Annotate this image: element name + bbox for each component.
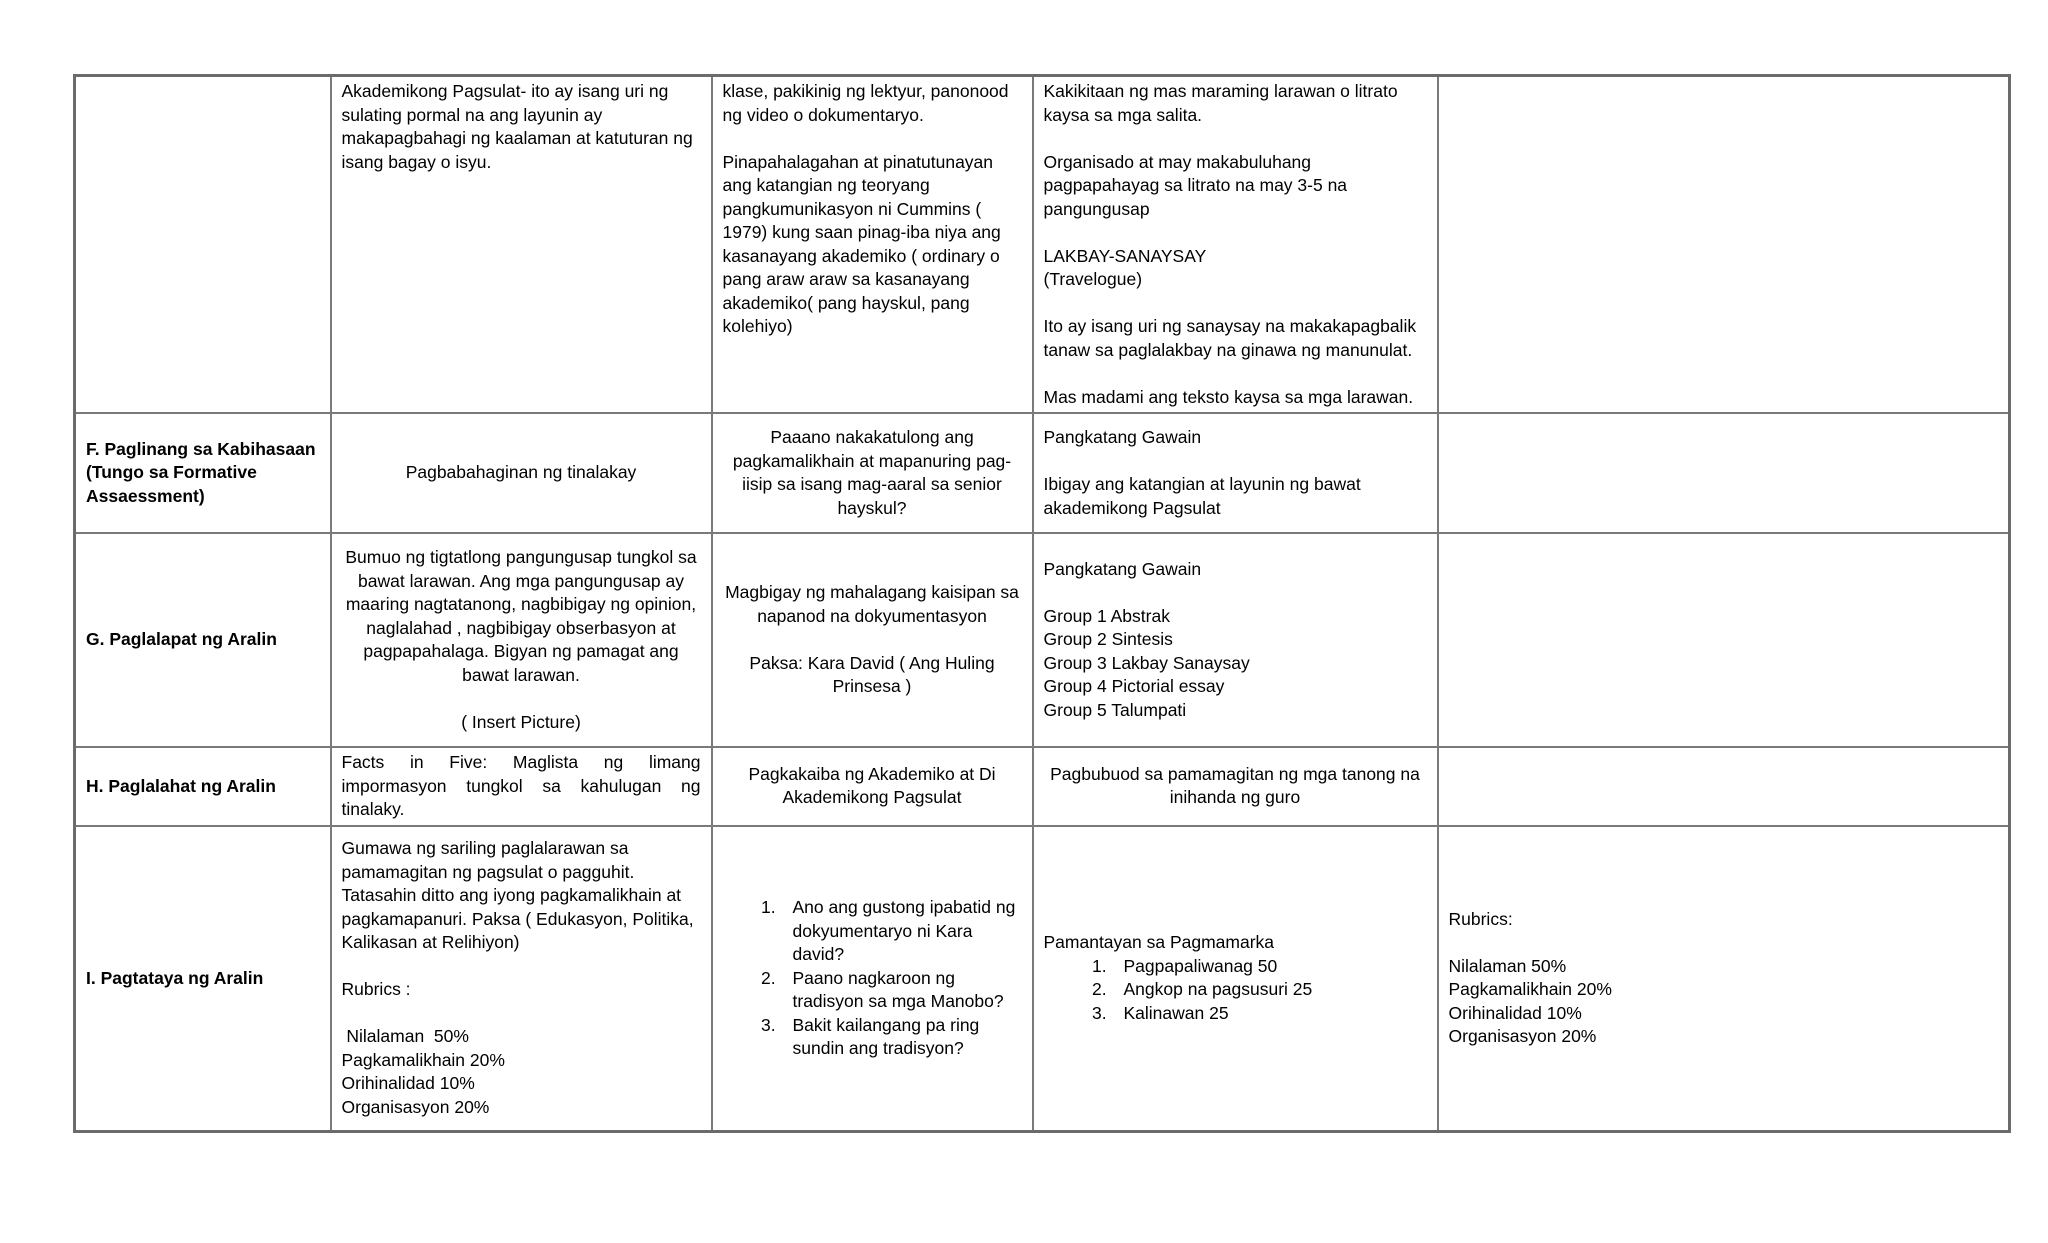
cell-paragraph: Ibigay ang katangian at layunin ng bawat akademikong Pagsulat — [1043, 474, 1361, 518]
cell: Paaano nakakatulong ang pagkamalikhain at mapanuring pag-iisip sa isang mag-aaral sa senior hayskul? — [712, 413, 1033, 533]
row-label-cell — [75, 76, 331, 414]
question-list — [723, 896, 1022, 1061]
cell-paragraph: Ito ay isang uri ng sanaysay na makakapagbalik tanaw sa paglalakbay na ginawa ng manunulat. — [1043, 316, 1417, 360]
cell-paragraph: Kakikitaan ng mas maraming larawan o litrato kaysa sa mga salita. — [1043, 81, 1398, 125]
table-row — [75, 413, 2010, 533]
cell — [712, 533, 1033, 747]
row-label-cell: F. Paglinang sa Kabihasaan (Tungo sa Formative Assaessment) — [75, 413, 331, 533]
cell-paragraph: Rubrics : — [341, 979, 411, 1000]
cell — [1438, 413, 2010, 533]
cell-paragraph: LAKBAY-SANAYSAY (Travelogue) — [1043, 245, 1207, 289]
cell-paragraph: Pangkatang Gawain — [1043, 558, 1202, 579]
cell: Pagbabahaginan ng tinalakay — [331, 413, 712, 533]
cell-paragraph: Akademikong Pagsulat- ito ay isang uri ng sulating pormal na ang layunin ay makapagbahagi ng kaalaman at katuturan ng isang bagay o isyu. — [341, 81, 693, 172]
cell — [1033, 533, 1438, 747]
list-item: 3. Kalinawan 25 — [1112, 1002, 1427, 1026]
cell-paragraph: Magbigay ng mahalagang kaisipan sa napanod na dokyumentasyon — [725, 582, 1019, 626]
cell-paragraph: Bumuo ng tigtatlong pangungusap tungkol sa bawat larawan. Ang mga pangungusap ay maaring nagtatanong, nagbibigay ng opinion, naglalahad , nagbibigay obserbasyon at pagpapahalaga. Bigyan ng pamagat ang bawat larawan. — [345, 547, 697, 685]
row-label-cell: G. Paglalapat ng Aralin — [75, 533, 331, 747]
cell-paragraph: klase, pakikinig ng lektyur, panonood ng video o dokumentaryo. — [722, 81, 1009, 125]
list-item: 2. Paano nagkaroon ng tradisyon sa mga Manobo? — [781, 967, 1022, 1014]
cell-paragraph: Mas madami ang teksto kaysa sa mga larawan. — [1043, 386, 1414, 407]
cell — [1033, 826, 1438, 1132]
cell — [712, 826, 1033, 1132]
cell — [1438, 747, 2010, 826]
cell-paragraph: Gumawa ng sariling paglalarawan sa pamamagitan ng pagsulat o pagguhit. Tatasahin ditto ang iyong pagkamalikhain at pagkamapanuri. Paksa ( Edukasyon, Politika, Kalikasan at Relihiyon) — [341, 838, 694, 953]
cell-paragraph: Pinapahalagahan at pinatutunayan ang katangian ng teoryang pangkumunikasyon ni Cummins ( 1979) kung saan pinag-iba niya ang kasanayang akademiko ( ordinary o pang araw araw sa kasanayang akademiko( pang hayskul, pang kolehiyo) — [722, 151, 1001, 336]
list-item: 1. Pagpapaliwanag 50 — [1112, 955, 1427, 979]
cell-paragraph: ( Insert Picture) — [461, 711, 581, 732]
cell: Facts in Five: Maglista ng limang impormasyon tungkol sa kahulugan ng tinalaky. — [331, 747, 712, 826]
cell-paragraph: Rubrics: — [1448, 908, 1513, 929]
cell — [1438, 826, 2010, 1132]
table-row — [75, 826, 2010, 1132]
list-item: 3. Bakit kailangang pa ring sundin ang tradisyon? — [781, 1014, 1022, 1061]
rubrics-list: Nilalaman 50% Pagkamalikhain 20% Orihinalidad 10% Organisasyon 20% — [341, 1026, 505, 1117]
cell-paragraph: Pamantayan sa Pagmamarka — [1043, 932, 1275, 953]
list-item: 1. Ano ang gustong ipabatid ng dokyumentaryo ni Kara david? — [781, 896, 1022, 967]
cell — [1438, 533, 2010, 747]
cell: Pagkakaiba ng Akademiko at Di Akademikong Pagsulat — [712, 747, 1033, 826]
cell: Pagbubuod sa pamamagitan ng mga tanong na inihanda ng guro — [1033, 747, 1438, 826]
rubrics-list: Nilalaman 50% Pagkamalikhain 20% Orihinalidad 10% Organisasyon 20% — [1448, 955, 1612, 1047]
cell — [331, 826, 712, 1132]
table-row — [75, 533, 2010, 747]
cell — [331, 533, 712, 747]
table-row — [75, 747, 2010, 826]
table-row — [75, 76, 2010, 414]
criteria-list — [1044, 955, 1427, 1026]
row-label-cell: I. Pagtataya ng Aralin — [75, 826, 331, 1132]
cell-paragraph: Paksa: Kara David ( Ang Huling Prinsesa ) — [749, 652, 995, 697]
cell — [1438, 76, 2010, 414]
cell — [331, 76, 712, 414]
row-label-cell: H. Paglalahat ng Aralin — [75, 747, 331, 826]
cell — [1033, 76, 1438, 414]
lesson-plan-table — [73, 74, 2011, 1133]
cell-paragraph: Pangkatang Gawain — [1043, 427, 1202, 447]
cell-paragraph: Organisado at may makabuluhang pagpapahayag sa litrato na may 3-5 na pangungusap — [1043, 151, 1348, 219]
group-list: Group 1 Abstrak Group 2 Sintesis Group 3 Lakbay Sanaysay Group 4 Pictorial essay Group 5 Talumpati — [1043, 605, 1250, 720]
list-item: 2. Angkop na pagsusuri 25 — [1112, 978, 1427, 1002]
cell — [1033, 413, 1438, 533]
cell — [712, 76, 1033, 414]
